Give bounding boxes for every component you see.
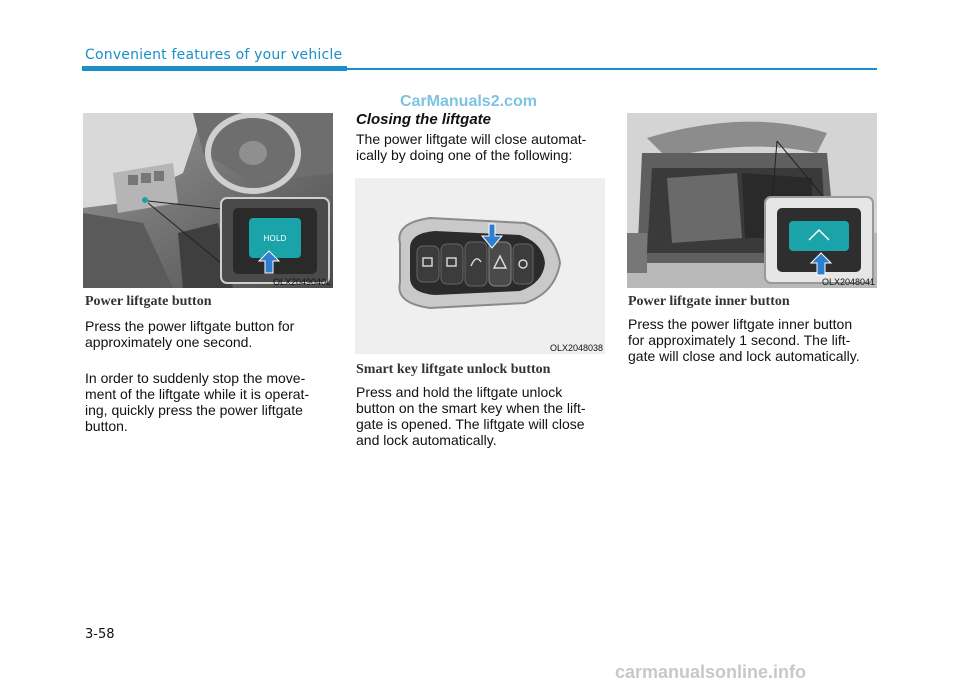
- subhead-inner-button: Power liftgate inner button: [628, 294, 790, 309]
- figure-code: OLX2049040L: [272, 277, 331, 287]
- watermark-top: CarManuals2.com: [400, 93, 537, 110]
- header-rule-thick: [82, 66, 347, 71]
- paragraph-smart-key: Press and hold the liftgate unlock button on the smart key when the lift- gate is opened. The liftgate will close and lock automatically.: [356, 384, 586, 448]
- dashboard-illustration: [83, 113, 333, 288]
- paragraph-intro: The power liftgate will close automat- ically by doing one of the following:: [356, 131, 587, 163]
- subhead-power-liftgate-button: Power liftgate button: [85, 294, 212, 309]
- figure-code: OLX2048041: [821, 277, 875, 287]
- paragraph-press-button: Press the power liftgate button for approximately one second.: [85, 318, 295, 350]
- heading-closing-liftgate: Closing the liftgate: [356, 111, 491, 128]
- figure-liftgate-inner: [627, 113, 877, 288]
- watermark-bottom: carmanualsonline.info: [615, 662, 807, 682]
- header-rule-thin: [347, 68, 877, 70]
- smart-key-illustration: [355, 178, 605, 354]
- liftgate-illustration: [627, 113, 877, 288]
- subhead-smart-key: Smart key liftgate unlock button: [356, 362, 551, 377]
- section-title: Convenient features of your vehicle: [85, 47, 343, 63]
- paragraph-inner-button: Press the power liftgate inner button for approximately 1 second. The lift- gate will close and lock automatically.: [628, 316, 860, 364]
- page-number: 3-58: [85, 627, 115, 642]
- figure-code: OLX2048038: [549, 343, 603, 353]
- figure-smart-key: [355, 178, 605, 354]
- figure-dashboard-button: [83, 113, 333, 288]
- hold-label: HOLD: [263, 234, 287, 243]
- paragraph-stop-movement: In order to suddenly stop the move- ment of the liftgate while it is operat- ing, quickly press the power liftgate button.: [85, 370, 310, 434]
